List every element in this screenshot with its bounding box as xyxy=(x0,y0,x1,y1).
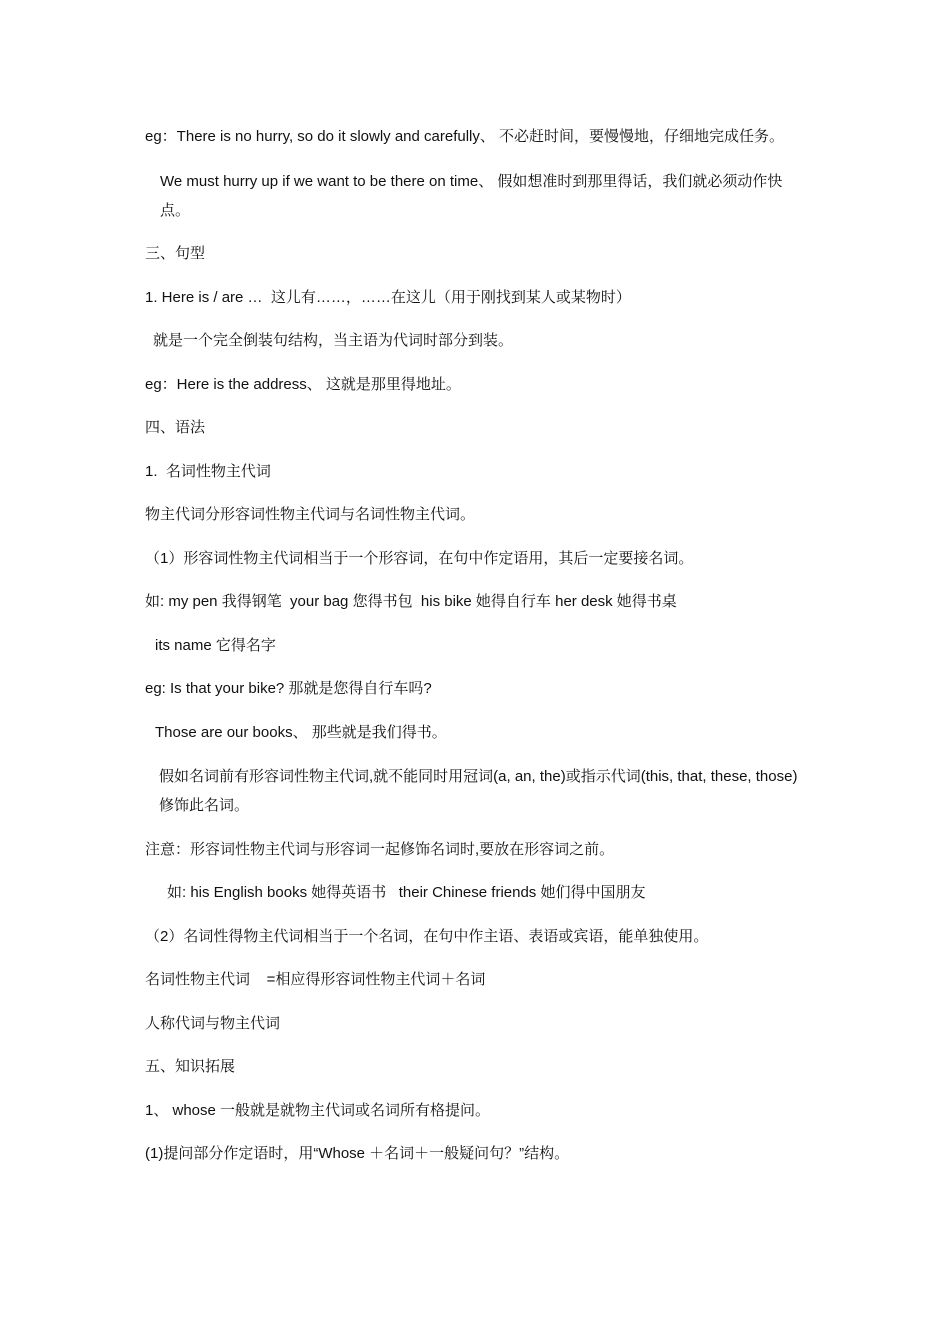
adjective-possessive-rule: （1）形容词性物主代词相当于一个形容词，在句中作定语用，其后一定要接名词。 xyxy=(145,549,694,567)
example-sentence-our-books: Those are our books、 那些就是我们得书。 xyxy=(155,723,447,741)
personal-and-possessive-pronouns: 人称代词与物主代词 xyxy=(145,1014,281,1032)
pattern-here-is-are: 1. Here is / are … 这儿有……，……在这儿（用于刚找到某人或某物时） xyxy=(145,288,631,306)
possessive-pronoun-types: 物主代词分形容词性物主代词与名词性物主代词。 xyxy=(145,506,476,523)
section-heading-grammar: 四、语法 xyxy=(145,419,206,436)
example-sentence-no-hurry: eg：There is no hurry, so do it slowly and carefully、 不必赶时间，要慢慢地，仔细地完成任务。 xyxy=(145,128,785,145)
whose-question-rule: 1、 whose 一般就是就物主代词或名词所有格提问。 xyxy=(145,1101,491,1119)
word-order-note: 注意：形容词性物主代词与形容词一起修饰名词时,要放在形容词之前。 xyxy=(145,840,615,858)
word-order-examples: 如: his English books 她得英语书 their Chinese friends 她们得中国朋友 xyxy=(167,884,646,901)
adjective-possessive-example-its: its name 它得名字 xyxy=(155,636,276,654)
example-sentence-hurry-up: We must hurry up if we want to be there on time、 假如想准时到那里得话，我们就必须动作快点。 xyxy=(160,172,783,219)
article-restriction-note: 假如名词前有形容词性物主代词,就不能同时用冠词(a, an, the)或指示代词(this, that, these, those)修饰此名词。 xyxy=(159,768,798,814)
noun-possessive-formula: 名词性物主代词 =相应得形容词性物主代词＋名词 xyxy=(145,971,486,988)
example-sentence-address: eg：Here is the address、 这就是那里得地址。 xyxy=(145,375,461,393)
noun-possessive-rule: （2）名词性得物主代词相当于一个名词，在句中作主语、表语或宾语，能单独使用。 xyxy=(145,927,709,945)
subheading-noun-possessive-pronouns: 1. 名词性物主代词 xyxy=(145,462,271,480)
document-body xyxy=(145,122,810,1184)
section-heading-knowledge-extension: 五、知识拓展 xyxy=(145,1058,236,1075)
pattern-explanation: 就是一个完全倒装句结构，当主语为代词时部分到装。 xyxy=(153,332,514,349)
section-heading-sentence-patterns: 三、句型 xyxy=(145,245,206,262)
example-sentence-your-bike: eg: Is that your bike? 那就是您得自行车吗? xyxy=(145,680,432,697)
whose-attributive-structure: (1)提问部分作定语时，用“Whose ＋名词＋一般疑问句？”结构。 xyxy=(145,1145,570,1162)
adjective-possessive-examples: 如: my pen 我得钢笔 your bag 您得书包 his bike 她得自行车 her desk 她得书桌 xyxy=(145,593,677,610)
